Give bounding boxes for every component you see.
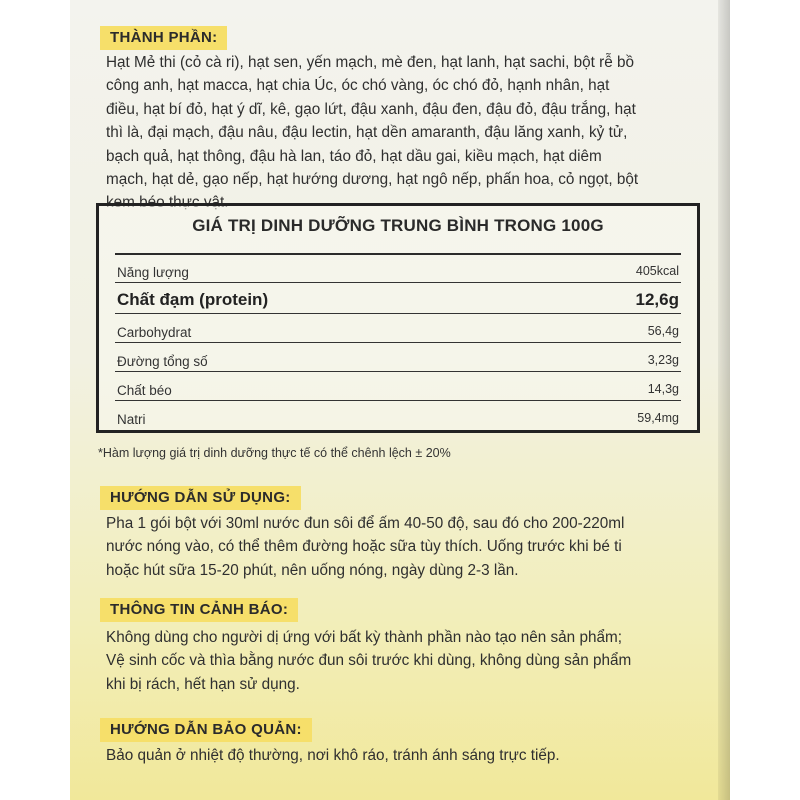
nutrition-value: 59,4mg [637, 411, 679, 425]
storage-text [106, 744, 706, 767]
product-label-panel [70, 0, 730, 800]
ingredients-text [106, 51, 706, 215]
usage-heading: HƯỚNG DẪN SỬ DỤNG: [100, 486, 301, 510]
nutrition-row-energy [115, 255, 681, 283]
ingredients-heading: THÀNH PHẦN: [100, 26, 227, 50]
warning-line: khi bị rách, hết hạn sử dụng. [106, 675, 300, 693]
nutrition-label: Carbohydrat [117, 325, 192, 340]
nutrition-label: Đường tổng số [117, 354, 208, 369]
warning-line: Vệ sinh cốc và thìa bằng nước đun sôi trước khi dùng, không dùng sản phẩm [106, 652, 632, 670]
nutrition-row-fat [115, 372, 681, 401]
ingredients-line: điều, hạt bí đỏ, hạt ý dĩ, kê, gạo lứt, đậu xanh, đậu đen, đậu đỏ, đậu trắng, hạt [106, 100, 636, 118]
nutrition-value: 3,23g [647, 353, 679, 367]
nutrition-title: GIÁ TRỊ DINH DƯỠNG TRUNG BÌNH TRONG 100G [192, 216, 604, 235]
storage-line: Bảo quản ở nhiệt độ thường, nơi khô ráo, tránh ánh sáng trực tiếp. [106, 747, 560, 764]
ingredients-line: Hạt Mẻ thi (cỏ cà ri), hạt sen, yến mạch, mè đen, hạt lanh, hạt sachi, bột rễ bồ [106, 54, 635, 71]
nutrition-label: Natri [117, 412, 146, 427]
nutrition-note: *Hàm lượng giá trị dinh dưỡng thực tế có thể chênh lệch ± 20% [98, 446, 451, 460]
nutrition-row-protein [115, 283, 681, 314]
nutrition-row-carbohydrate [115, 314, 681, 343]
usage-text [106, 512, 706, 582]
usage-line: nước nóng vào, có thể thêm đường hoặc sữa tùy thích. Uống trước khi bé ti [106, 538, 622, 556]
ingredients-line: công anh, hạt macca, hạt chia Úc, óc chó vàng, óc chó đỏ, hạnh nhân, hạt [106, 77, 610, 95]
nutrition-label: Năng lượng [117, 265, 189, 280]
package-edge-shadow [718, 0, 730, 800]
nutrition-value: 12,6g [635, 290, 679, 309]
storage-heading: HƯỚNG DẪN BẢO QUẢN: [100, 718, 312, 742]
nutrition-label: Chất béo [117, 383, 172, 398]
ingredients-line: bạch quả, hạt thông, đậu hà lan, táo đỏ, hạt dầu gai, kiều mạch, hạt diêm [106, 147, 602, 165]
warning-heading: THÔNG TIN CẢNH BÁO: [100, 598, 298, 622]
ingredients-line: mạch, hạt dẻ, gạo nếp, hạt hướng dương, hạt ngô nếp, phấn hoa, cỏ ngọt, bột [106, 171, 639, 189]
nutrition-value: 56,4g [647, 324, 679, 338]
ingredients-line: thì là, đại mạch, đậu nâu, đậu lectin, hạt dền amaranth, đậu lăng xanh, kỷ tử, [106, 124, 628, 142]
nutrition-table [96, 203, 700, 433]
nutrition-label: Chất đạm (protein) [117, 290, 269, 309]
nutrition-row-sugar [115, 343, 681, 372]
warning-text [106, 626, 706, 696]
nutrition-value: 405kcal [635, 264, 679, 278]
warning-line: Không dùng cho người dị ứng với bất kỳ thành phần nào tạo nên sản phẩm; [106, 629, 622, 646]
nutrition-row-sodium [115, 401, 681, 429]
nutrition-value: 14,3g [647, 382, 679, 396]
usage-line: hoặc hút sữa 15-20 phút, nên uống nóng, ngày dùng 2-3 lần. [106, 561, 519, 579]
usage-line: Pha 1 gói bột với 30ml nước đun sôi để ấm 40-50 độ, sau đó cho 200-220ml [106, 515, 625, 532]
